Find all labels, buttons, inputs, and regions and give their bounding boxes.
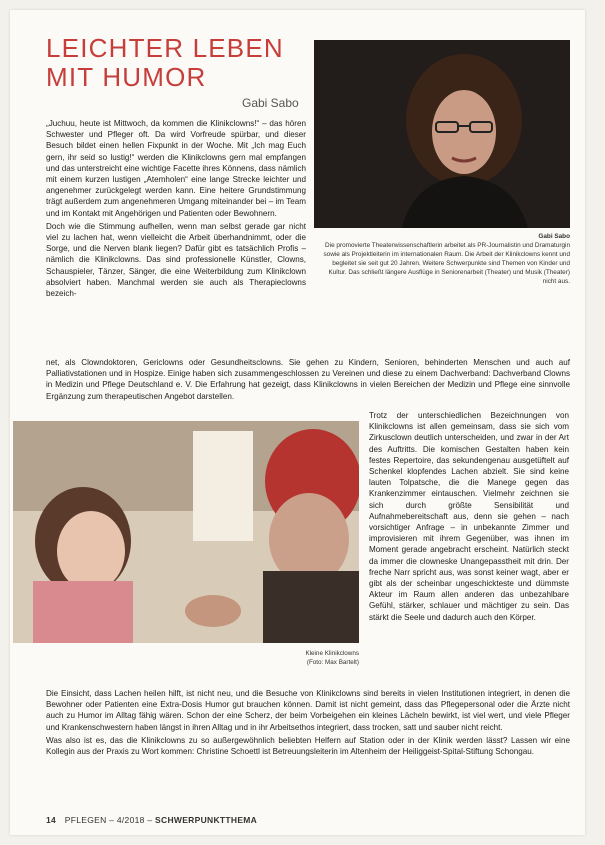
portrait-caption <box>314 232 570 287</box>
body-full-width-2 <box>46 688 570 759</box>
section-name: SCHWERPUNKTTHEMA <box>155 815 258 825</box>
author-portrait-photo <box>314 40 570 228</box>
paragraph: Trotz der unterschiedlichen Bezeichnungen von Klinikclowns ist allen gemeinsam, dass sie sich vom Zirkusclown deutlich unterscheiden, und zwar in der Art des Auftritts. Die komischen Gestalten haben kein festes Repertoire, das sekundengenau ausgetüftelt auf Schenkel klopfendes Lachen abzielt. Sie sind keine lauten Tolpatsche, die die Manege gegen das Krankenzimmer eintauschen. Vielmehr zeichnen sie sich durch größte Sensibilität und Aufnahmebereitschaft aus, denn sie gehen – nach vorsichtiger Anfrage – in unbekannte Zimmer und improvisieren mit ihrem Gegenüber, was ihnen im Moment gerade angebracht erscheint. Natürlich steckt da immer die clowneske Unangepasstheit mit drin. Der freche Narr spricht aus, was sonst keiner wagt, aber er gibt als der scheinbar ungeschickteste und dümmste Akteur im Raum allen anderen das unbezahlbare Gefühl, stärker, schlauer und mächtiger zu sein. Das stärkt die Seele und dadurch auch den Körper. <box>369 411 569 622</box>
paragraph: Die Einsicht, dass Lachen heilen hilft, ist nicht neu, und die Besuche von Klinikclowns sind bereits in vielen Institutionen integriert, in denen die Bewohner oder Patienten eine Extra-Dosis Humor gut brauchen können. Damit ist nicht gemeint, dass das Pflegepersonal oder die Ärzte nicht auch zu Humor im Alltag fähig wären. Schon der eine Scherz, der beim Vorbeigehen ein kleines Lächeln bewirkt, ist viel wert, und viele Pfleger und Krankenschwestern haben längst in ihren Alltag und in ihr Arbeitsethos integriert, dass trocken, satt und sauber nicht reicht. <box>46 689 570 732</box>
paragraph: Doch wie die Stimmung aufhellen, wenn man selbst gerade gar nicht viel zu lachen hat, wenn vielleicht die Arbeit überhandnimmt, oder die Sorge, und die Nerven blank liegen? Dafür gibt es tatsächlich Profis – nämlich die Klinikclowns. Das sind professionelle Künstler, Clowns, Schauspieler, Tänzer, Sänger, die eine Weiterbildung zum Klinikclown absolviert haben. Manchmal werden sie auch als Therapieclowns bezeich- <box>46 221 306 299</box>
clown-child-illustration <box>13 421 359 643</box>
author-name: Gabi Sabo <box>242 96 299 110</box>
caption-credit: (Foto: Max Bartelt) <box>306 659 359 666</box>
caption-bio: Die promovierte Theaterwissenschaftlerin arbeitet als PR-Journalistin und Dramaturgin sowie als Projektleiterin im internationalen Raum. Die Arbeit der Klinikclowns kennt und begleitet sie seit gut 20 Jahren. Weitere Schwerpunkte sind Themen von Kinder und Kultur. Das schließt längere Ausflüge in Seniorenarbeit (Theater) und Musik (Theater) nicht aus. <box>323 242 570 286</box>
paragraph: Was also ist es, das die Klinikclowns zu so außergewöhnlich beliebten Helfern auf Station oder in der Klinik werden lässt? Lassen wir eine Kollegin aus der Praxis zu Wort kommen: Christine Schoettl ist Betreuungsleiterin im Altenheim der Heiliggeist-Spital-Stiftung Schongau. <box>46 735 570 757</box>
body-full-width-1 <box>46 357 570 404</box>
clown-child-photo <box>13 421 359 643</box>
page-number: 14 <box>46 815 57 825</box>
caption-name: Gabi Sabo <box>538 233 570 240</box>
article-title <box>46 34 284 92</box>
title-line-2: MIT HUMOR <box>46 62 207 92</box>
paragraph: net, als Clowndoktoren, Gericlowns oder Gesundheitsclowns. Sie gehen zu Kindern, Senioren, behinderten Menschen und auch auf Palliativstationen und in Hospize. Einige haben sich zusammengeschlossen zu Vereinen und diese zu einem Dachverband: Dachverband Clowns in Medizin und Pflege Deutschland e. V. Die Erfahrung hat gezeigt, dass Klinikclowns in vielen Bereichen der Medizin und Pflege eine sinnvolle Ergänzung zum therapeutischen Angebot darstellen. <box>46 358 570 401</box>
photo-caption <box>240 649 359 667</box>
portrait-illustration <box>314 40 570 228</box>
title-line-1: LEICHTER LEBEN <box>46 33 284 63</box>
paragraph: „Juchuu, heute ist Mittwoch, da kommen die Klinikclowns!“ – das hören Schwester und Pfleger oft. Da wird Vorfreude spürbar, und dieser Besuch bildet einen hellen Fixpunkt in der Woche. Mit „Ich mag Euch gern, ihr seid so lustig!“ werden die Klinikclowns gern mal empfangen und das unterstreicht eine wichtige Facette ihres Könnens, dass nämlich mit einem kurzen lustigen „Atemholen“ eine lange Strecke leichter und angenehmer zurückgelegt werden kann. Eine heitere Grundstimmung trägt außerdem zum angenehmeren Umgang miteinander bei – im Team und im Kontakt mit Angehörigen und Patienten oder Bewohnern. <box>46 119 306 218</box>
page-footer <box>46 815 257 825</box>
body-column-left <box>46 118 306 301</box>
body-column-right <box>369 410 569 625</box>
caption-title: Kleine Klinikclowns <box>305 650 359 657</box>
magazine-issue: PFLEGEN – 4/2018 – <box>64 815 153 825</box>
